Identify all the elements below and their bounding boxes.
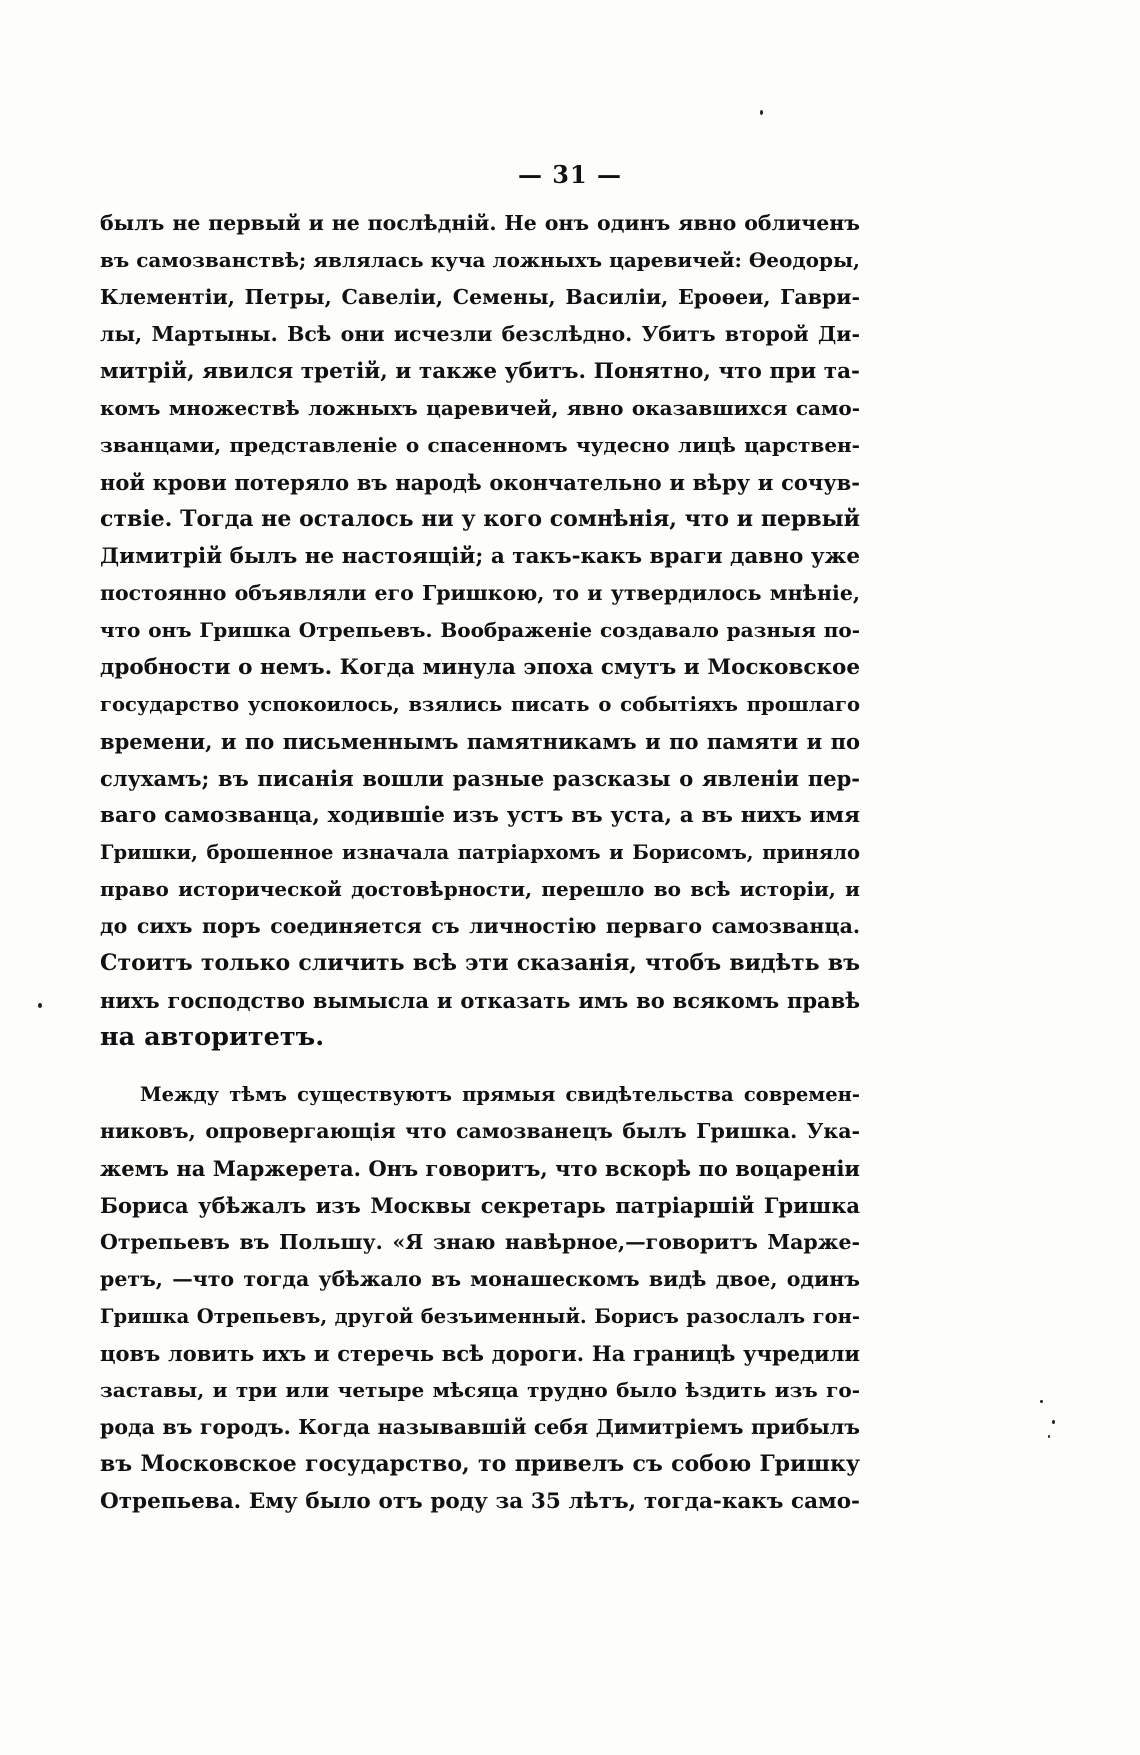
text-line: Бориса убѣжалъ изъ Москвы секретарь патріаршій Гришка xyxy=(100,1193,860,1218)
text-line: ствіе. Тогда не осталось ни у кого сомнѣнія, что и первый xyxy=(100,506,860,532)
paragraph-gap xyxy=(100,1056,860,1076)
text-line: Гришки, брошенное изначала патріархомъ и Борисомъ, приняло xyxy=(100,841,860,864)
text-line: митрій, явился третій, и также убитъ. Понятно, что при та- xyxy=(100,359,860,384)
scan-speck xyxy=(1040,1400,1043,1403)
text-line: нихъ господство вымысла и отказать имъ во всякомъ правѣ xyxy=(100,988,860,1013)
text-line: государство успокоилось, взялись писать о событіяхъ прошлаго xyxy=(100,693,860,716)
text-line: Отрепьева. Ему было отъ роду за 35 лѣтъ, тогда-какъ само- xyxy=(100,1489,860,1514)
text-line: дробности о немъ. Когда минула эпоха смутъ и Московское xyxy=(100,655,860,680)
text-line: званцами, представленіе о спасенномъ чудесно лицѣ царствен- xyxy=(100,433,860,457)
text-line: времени, и по письменнымъ памятникамъ и по памяти и по xyxy=(100,729,860,754)
text-line: Стоитъ только сличить всѣ эти сказанія, чтобъ видѣть въ xyxy=(100,950,860,976)
text-line: Отрепьевъ въ Польшу. «Я знаю навѣрное,—говоритъ Маржe- xyxy=(100,1230,860,1254)
text-line: Клементіи, Петры, Савеліи, Семены, Василіи, Ероѳеи, Гаври- xyxy=(100,285,860,309)
text-line: рода въ городъ. Когда называвшій себя Димитріемъ прибылъ xyxy=(100,1415,860,1439)
text-line: ваго самозванца, ходившіе изъ устъ въ уста, а въ нихъ имя xyxy=(100,803,860,828)
text-line: въ самозванствѣ; являлась куча ложныхъ царевичей: Ѳеодоры, xyxy=(100,248,860,272)
scan-speck xyxy=(760,110,763,115)
text-line: никовъ, опровергающія что самозванецъ былъ Гришка. Ука- xyxy=(100,1119,860,1143)
text-line: былъ не первый и не послѣдній. Не онъ одинъ явно обличенъ xyxy=(100,211,860,235)
body-text xyxy=(100,205,860,1520)
text-line: слухамъ; въ писанія вошли разные разсказы о явленіи пер- xyxy=(100,766,860,791)
scan-speck xyxy=(38,1003,42,1008)
text-line: на авторитетъ. xyxy=(100,1022,325,1052)
text-line: ной крови потеряло въ народѣ окончательно и вѣру и сочув- xyxy=(100,470,860,495)
text-line: что онъ Гришка Отрепьевъ. Воображеніе создавало разныя по- xyxy=(100,618,860,642)
text-line: ретъ, —что тогда убѣжало въ монашескомъ видѣ двое, одинъ xyxy=(100,1267,860,1291)
text-line: постоянно объявляли его Гришкою, то и утвердилось мнѣніе, xyxy=(100,581,860,605)
text-line: Между тѣмъ существуютъ прямыя свидѣтельства современ- xyxy=(140,1083,860,1106)
text-line: жемъ на Маржерета. Онъ говоритъ, что вскорѣ по воцареніи xyxy=(100,1156,860,1181)
page-number: — 31 — xyxy=(517,160,623,189)
text-line: комъ множествѣ ложныхъ царевичей, явно оказавшихся само- xyxy=(100,396,860,420)
text-line: цовъ ловить ихъ и стеречь всѣ дороги. На границѣ учредили xyxy=(100,1341,860,1366)
text-line: Гришка Отрепьевъ, другой безъименный. Борисъ разослалъ гон- xyxy=(100,1305,860,1328)
text-line: Димитрій былъ не настоящій; а такъ-какъ враги давно уже xyxy=(100,544,860,569)
scan-speck xyxy=(1052,1420,1055,1424)
text-line: лы, Мартыны. Всѣ они исчезли безслѣдно. Убитъ второй Ди- xyxy=(100,322,860,346)
scan-speck xyxy=(1048,1435,1050,1438)
text-line: до сихъ поръ соединяется съ личностію перваго самозванца. xyxy=(100,914,860,938)
text-line: въ Московское государство, то привелъ съ собою Гришку xyxy=(100,1451,860,1477)
text-line: право исторической достовѣрности, перешло во всѣ исторіи, и xyxy=(100,877,860,901)
text-line: заставы, и три или четыре мѣсяца трудно было ѣздить изъ го- xyxy=(100,1378,860,1402)
